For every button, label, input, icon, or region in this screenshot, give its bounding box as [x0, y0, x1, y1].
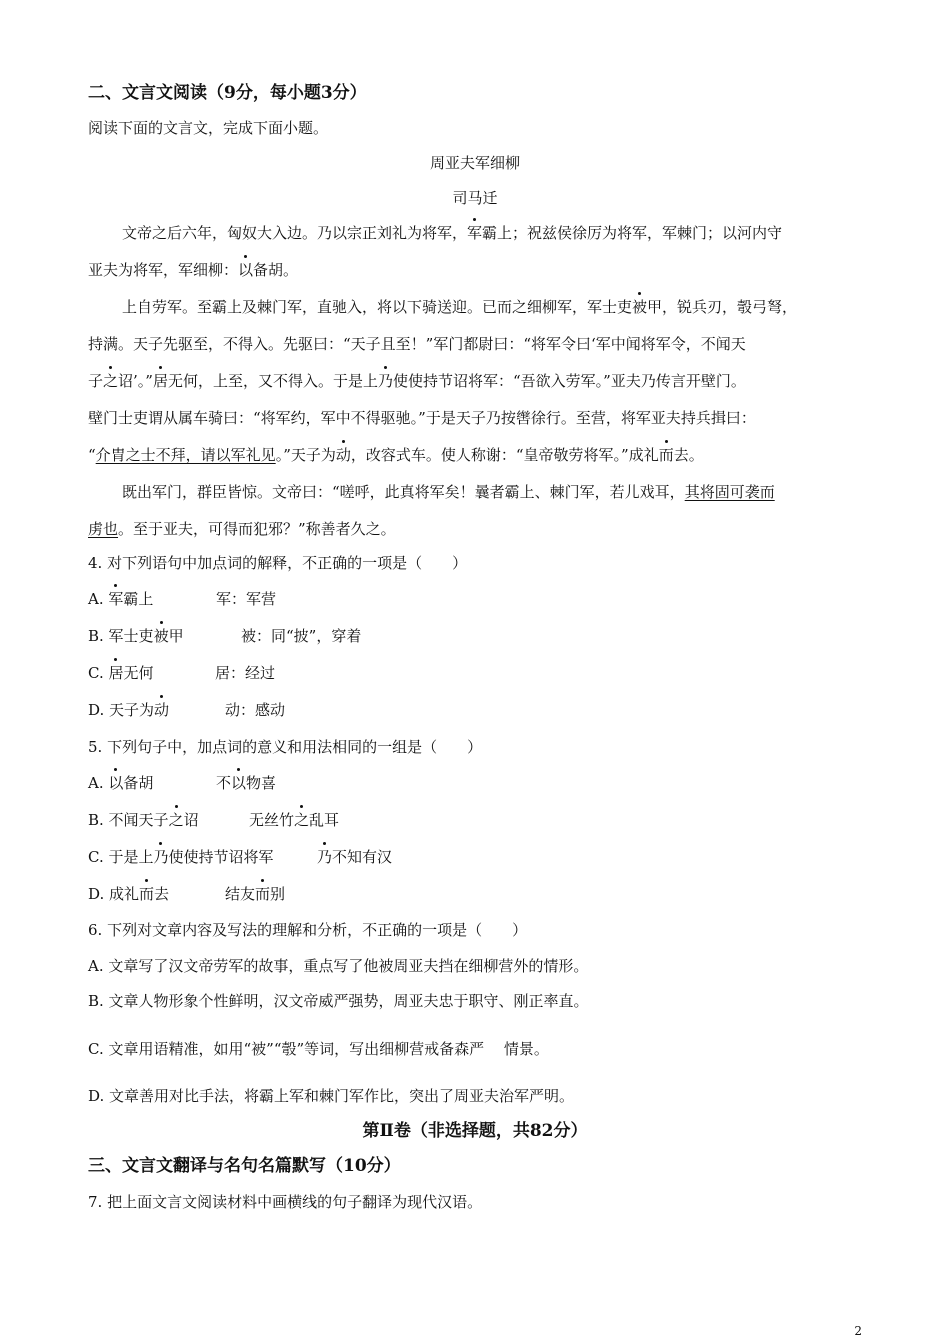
q5-option-a[interactable]: A. 以备胡 不以物喜: [88, 774, 277, 792]
q4-option-a-gloss: 军：军营: [216, 590, 277, 608]
passage-p3-line1: 既出军门，群臣皆惊。文帝曰：“嗟呼，此真将军矣！曩者霸上、棘门军，若儿戏耳，其将固可袭而: [122, 483, 775, 501]
dotted-word: 军: [467, 224, 483, 242]
q7-stem: 7. 把上面文言文阅读材料中画横线的句子翻译为现代汉语。: [88, 1193, 483, 1211]
dotted-word: 乃: [378, 372, 394, 390]
dotted-word: 乃: [317, 848, 333, 866]
dotted-word: 被: [153, 627, 169, 645]
passage-p2-line5: “介胄之士不拜，请以军礼见。”天子为动，改容式车。使人称谢：“皇帝敬劳将军。”成礼而去。: [88, 446, 704, 464]
q5-stem: 5. 下列句子中，加点词的意义和用法相同的一组是（ ）: [88, 738, 483, 756]
dotted-word: 居: [108, 664, 124, 682]
dotted-word: 以: [238, 261, 254, 279]
q6-option-c[interactable]: C. 文章用语精准，如用“被”“彀”等词，写出细柳营戒备森严 情景。: [88, 1040, 549, 1058]
q4-option-d[interactable]: D. 天子为动 动：感动: [88, 701, 286, 719]
underlined-sentence-2a: 其将固可袭而: [684, 483, 775, 501]
dotted-word: 军: [108, 590, 124, 608]
passage-p2-line3: 子之诏’。”居无何，上至，又不得入。于是上乃使使持节诏将军：“吾欲入劳军。”亚夫乃传言开壁门。: [88, 372, 746, 390]
q5-option-d-compare: 结友而别: [225, 885, 286, 903]
dotted-word: 之: [103, 372, 119, 390]
dotted-word: 而: [255, 885, 271, 903]
passage-p1-line1: 文帝之后六年，匈奴大入边。乃以宗正刘礼为将军，军霸上；祝兹侯徐厉为将军，军棘门；以河内守: [122, 224, 783, 242]
q5-option-a-compare: 不以物喜: [216, 774, 277, 792]
dotted-word: 以: [231, 774, 247, 792]
q5-option-b[interactable]: B. 不闻天子之诏 无丝竹之乱耳: [88, 811, 340, 829]
underlined-sentence-2b: 虏也: [88, 520, 119, 538]
section-2-instruction: 阅读下面的文言文，完成下面小题。: [88, 119, 329, 137]
passage-p3-line2: 虏也。至于亚夫，可得而犯邪？”称善者久之。: [88, 520, 396, 538]
q5-option-c-compare: 乃不知有汉: [317, 848, 393, 866]
dotted-word: 而: [658, 446, 674, 464]
dotted-word: 乃: [153, 848, 169, 866]
section-3-heading: 三、文言文翻译与名句名篇默写（10分）: [88, 1156, 401, 1176]
passage-title: 周亚夫军细柳: [429, 154, 520, 172]
q5-option-d[interactable]: D. 成礼而去 结友而别: [88, 885, 286, 903]
dotted-word: 之: [294, 811, 310, 829]
q4-option-c[interactable]: C. 居无何 居：经过: [88, 664, 276, 682]
passage-p2-line4: 壁门士吏谓从属车骑曰：“将军约，军中不得驱驰。”于是天子乃按辔徐行。至营，将军亚夫持兵揖曰：: [88, 409, 756, 427]
passage-p1-line2: 亚夫为将军，军细柳：以备胡。: [88, 261, 299, 279]
q6-stem: 6. 下列对文章内容及写法的理解和分析，不正确的一项是（ ）: [88, 921, 528, 939]
passage-p2-line2: 持满。天子先驱至，不得入。先驱曰：“天子且至！”军门都尉曰：“将军令曰‘军中闻将军令，不闻天: [88, 335, 746, 353]
dotted-word: 动: [154, 701, 170, 719]
q4-option-b[interactable]: B. 军士吏被甲 被：同“披”，穿着: [88, 627, 362, 645]
passage-author: 司马迁: [452, 189, 498, 207]
q5-option-c[interactable]: C. 于是上乃使使持节诏将军 乃不知有汉: [88, 848, 393, 866]
dotted-word: 动: [335, 446, 351, 464]
q4-stem: 4. 对下列语句中加点词的解释，不正确的一项是（ ）: [88, 554, 468, 572]
part-2-heading: 第Ⅱ卷（非选择题，共82分）: [362, 1121, 588, 1141]
dotted-word: 居: [152, 372, 168, 390]
page-number: 2: [854, 1324, 862, 1338]
q5-option-b-compare: 无丝竹之乱耳: [249, 811, 340, 829]
underlined-sentence-1: 介胄之士不拜，请以军礼见: [95, 446, 276, 464]
section-2-heading: 二、文言文阅读（9分，每小题3分）: [88, 83, 367, 103]
q4-option-a[interactable]: A. 军霸上 军：军营: [88, 590, 277, 608]
dotted-word: 之: [168, 811, 184, 829]
passage-p2-line1: 上自劳军。至霸上及棘门军，直驰入，将以下骑送迎。已而之细柳军，军士吏被甲，锐兵刃，彀弓弩，: [122, 298, 798, 316]
q4-option-c-gloss: 居：经过: [215, 664, 276, 682]
q4-option-d-gloss: 动：感动: [225, 701, 286, 719]
dotted-word: 而: [139, 885, 155, 903]
q4-option-b-gloss: 被：同“披”，穿着: [241, 627, 362, 645]
dotted-word: 以: [108, 774, 124, 792]
dotted-word: 被: [632, 298, 648, 316]
q6-option-a[interactable]: A. 文章写了汉文帝劳军的故事，重点写了他被周亚夫挡在细柳营外的情形。: [88, 957, 589, 975]
q6-option-b[interactable]: B. 文章人物形象个性鲜明，汉文帝威严强势，周亚夫忠于职守、刚正率直。: [88, 992, 589, 1010]
q6-option-d[interactable]: D. 文章善用对比手法，将霸上军和棘门军作比，突出了周亚夫治军严明。: [88, 1087, 575, 1105]
